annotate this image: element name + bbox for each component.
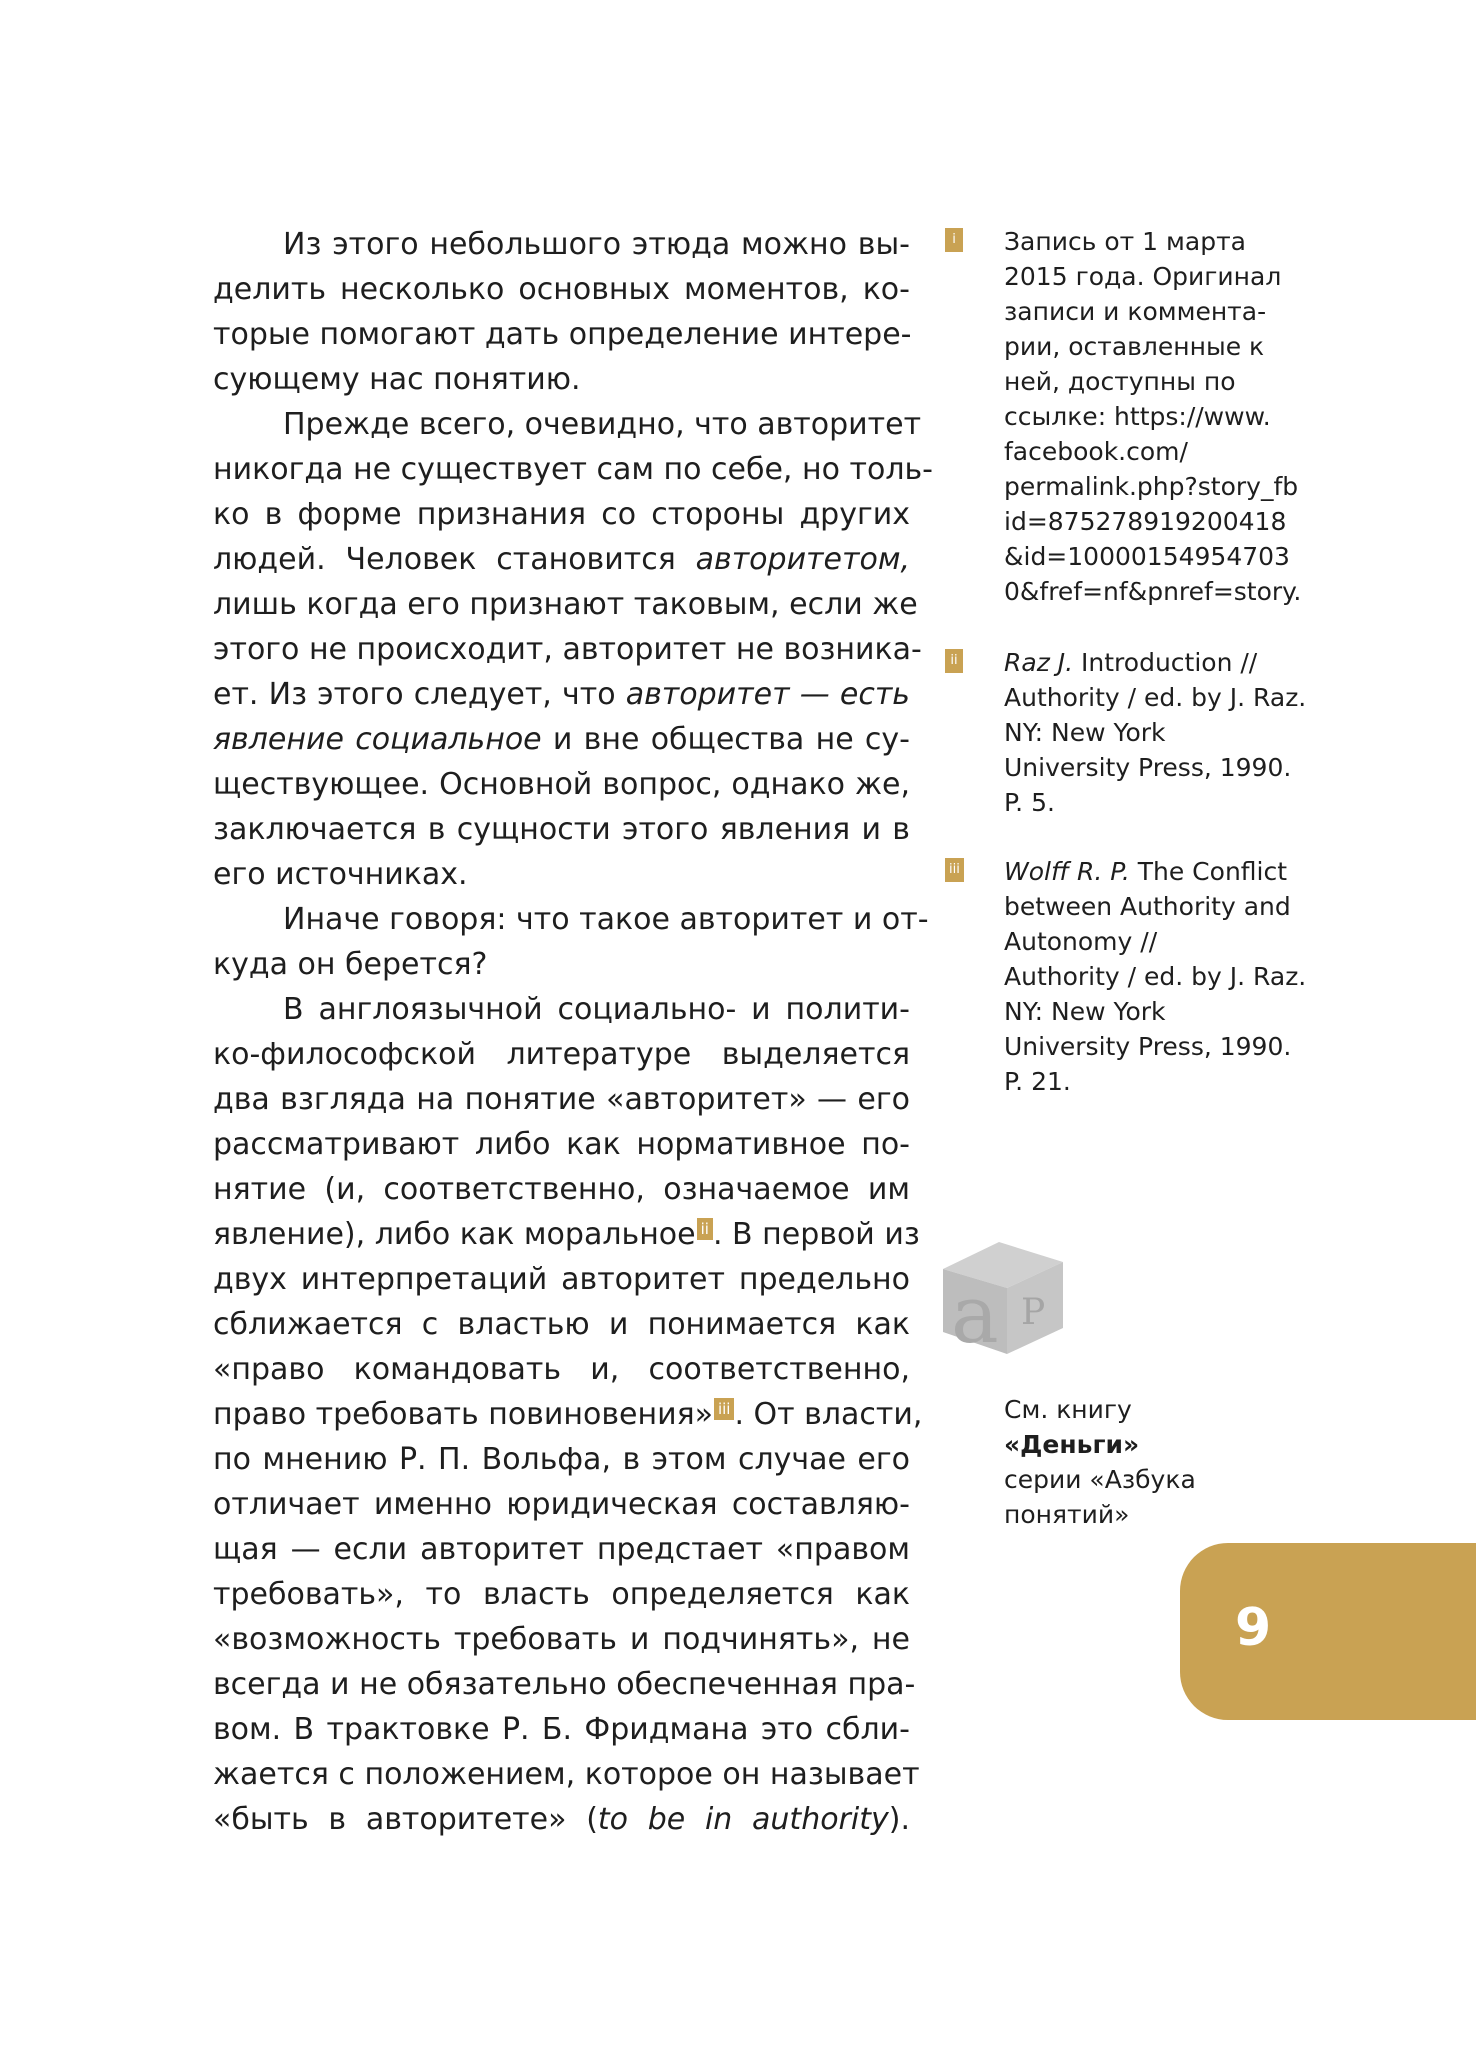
text-line xyxy=(213,672,910,717)
text-line xyxy=(213,897,929,942)
text-line xyxy=(213,222,910,267)
text-segment: Из этого небольшого этюда можно вы- xyxy=(283,227,910,262)
footnote-ii xyxy=(945,645,1345,820)
text-segment: куда он берется? xyxy=(213,947,488,982)
italic-text: to be in authority xyxy=(597,1802,889,1837)
text-segment: «возможность требовать и подчинять», не xyxy=(213,1622,910,1657)
text-line xyxy=(213,717,910,762)
text-segment: NY: New York xyxy=(1004,997,1166,1026)
caption-line: серии «Азбука xyxy=(1004,1465,1196,1494)
text-line xyxy=(213,357,910,402)
text-line xyxy=(213,1662,916,1707)
text-segment: делить несколько основных моментов, ко- xyxy=(213,272,910,307)
text-line xyxy=(213,1032,910,1077)
text-segment: Запись от 1 марта xyxy=(1004,227,1246,256)
text-segment: ко в форме признания со стороны других xyxy=(213,497,910,532)
italic-text: Raz J. xyxy=(1004,648,1074,677)
text-segment: людей. Человек становится xyxy=(213,542,696,577)
footnote-line xyxy=(1004,924,1345,959)
italic-text: явление социальное xyxy=(213,722,542,757)
caption-line: См. книгу xyxy=(1004,1395,1132,1424)
text-segment: ). xyxy=(888,1802,910,1837)
see-also-caption xyxy=(1004,1392,1196,1532)
footnote-ref[interactable]: iii xyxy=(714,1398,735,1420)
footnote-marker: ii xyxy=(945,649,963,673)
caption-book-title[interactable] xyxy=(1004,1427,1196,1462)
text-segment: Иначе говоря: что такое авторитет и от- xyxy=(283,902,929,937)
footnote-line xyxy=(1004,504,1345,539)
text-line xyxy=(213,1797,910,1842)
svg-text:a: a xyxy=(951,1268,999,1354)
text-segment: Authority / ed. by J. Raz. xyxy=(1004,962,1307,991)
text-line xyxy=(213,1167,910,1212)
footnote-marker: iii xyxy=(945,858,964,882)
text-segment: сближается с властью и понимается как xyxy=(213,1307,910,1342)
footnote-line xyxy=(1004,994,1345,1029)
footnote-line xyxy=(1004,959,1345,994)
text-segment: никогда не существует сам по себе, но толь- xyxy=(213,452,933,487)
text-segment: Authority / ed. by J. Raz. xyxy=(1004,683,1307,712)
text-segment: по мнению Р. П. Вольфа, в этом случае его xyxy=(213,1442,910,1477)
text-line xyxy=(213,1257,910,1302)
footnote-line xyxy=(1004,259,1345,294)
text-segment: и вне общества не су- xyxy=(541,722,910,757)
text-line xyxy=(213,852,910,897)
text-segment: заключается в сущности этого явления и в xyxy=(213,812,910,847)
text-segment: требовать», то власть определяется как xyxy=(213,1577,910,1612)
text-segment: жается с положением, которое он называет xyxy=(213,1757,920,1792)
text-segment: ней, доступны по xyxy=(1004,367,1236,396)
text-segment: рассматривают либо как нормативное по- xyxy=(213,1127,910,1162)
italic-text: Wolff R. P. xyxy=(1004,857,1130,886)
text-segment: facebook.com/ xyxy=(1004,437,1188,466)
text-line xyxy=(213,1482,910,1527)
text-segment: два взгляда на понятие «авторитет» — его xyxy=(213,1082,910,1117)
text-line xyxy=(213,1617,910,1662)
text-segment: between Authority and xyxy=(1004,892,1291,921)
text-segment: рии, оставленные к xyxy=(1004,332,1265,361)
text-line xyxy=(213,942,910,987)
text-segment: University Press, 1990. xyxy=(1004,753,1292,782)
text-segment: записи и коммента- xyxy=(1004,297,1267,326)
text-line xyxy=(213,402,922,447)
text-segment: его источниках. xyxy=(213,857,468,892)
text-segment: всегда и не обязательно обеспеченная пра- xyxy=(213,1667,916,1702)
text-segment: ссылке: https://www. xyxy=(1004,402,1271,431)
footnote-line xyxy=(1004,1029,1345,1064)
italic-text: авторитет — есть xyxy=(625,677,910,712)
series-logo-cube-icon xyxy=(943,1242,1063,1354)
footnote-line xyxy=(1004,539,1345,574)
text-segment: отличает именно юридическая составляю- xyxy=(213,1487,910,1522)
text-line xyxy=(213,807,910,852)
text-segment: ществующее. Основной вопрос, однако же, xyxy=(213,767,910,802)
text-segment: нятие (и, соответственно, означаемое им xyxy=(213,1172,910,1207)
text-line xyxy=(213,1302,910,1347)
text-segment: ко-философской литературе выделяется xyxy=(213,1037,910,1072)
footnote-iii xyxy=(945,854,1345,1099)
text-line xyxy=(213,537,910,582)
footnote-line xyxy=(1004,715,1345,750)
footnote-line xyxy=(1004,645,1345,680)
italic-text: авторитетом, xyxy=(695,542,910,577)
text-line xyxy=(213,582,918,627)
text-segment: P. 21. xyxy=(1004,1067,1071,1096)
footnote-line xyxy=(1004,434,1345,469)
footnote-line xyxy=(1004,364,1345,399)
text-line xyxy=(213,1707,910,1752)
footnote-line xyxy=(1004,854,1345,889)
text-segment: «право командовать и, соответственно, xyxy=(213,1352,910,1387)
text-line xyxy=(213,987,910,1032)
footnote-line xyxy=(1004,329,1345,364)
text-segment: В англоязычной социально- и полити- xyxy=(283,992,910,1027)
text-line xyxy=(213,1392,923,1437)
text-segment: id=875278919200418 xyxy=(1004,507,1287,536)
text-line xyxy=(213,1527,910,1572)
text-segment: University Press, 1990. xyxy=(1004,1032,1292,1061)
text-segment: P. 5. xyxy=(1004,788,1055,817)
footnote-i xyxy=(945,224,1345,609)
footnote-line xyxy=(1004,785,1345,820)
text-line xyxy=(213,1572,910,1617)
page-number-tab xyxy=(1180,1543,1476,1720)
footnote-ref[interactable]: ii xyxy=(697,1218,713,1240)
text-line xyxy=(213,1212,920,1257)
text-segment: «быть в авторитете» ( xyxy=(213,1802,598,1837)
footnote-line xyxy=(1004,750,1345,785)
svg-text:P: P xyxy=(1021,1292,1046,1333)
text-segment: щая — если авторитет предстает «правом xyxy=(213,1532,910,1567)
footnote-marker: i xyxy=(945,228,963,252)
text-segment: Прежде всего, очевидно, что авторитет xyxy=(283,407,922,442)
text-line xyxy=(213,1347,910,1392)
text-line xyxy=(213,1077,910,1122)
footnote-line xyxy=(1004,399,1345,434)
text-line xyxy=(213,312,910,357)
footnote-line xyxy=(1004,224,1345,259)
text-segment: &id=10000154954703 xyxy=(1004,542,1290,571)
text-line xyxy=(213,492,910,537)
text-segment: The Conflict xyxy=(1129,857,1288,886)
footnote-line xyxy=(1004,680,1345,715)
text-segment: двух интерпретаций авторитет предельно xyxy=(213,1262,910,1297)
text-segment: NY: New York xyxy=(1004,718,1166,747)
text-segment: 2015 года. Оригинал xyxy=(1004,262,1282,291)
text-line xyxy=(213,267,910,312)
footnote-line xyxy=(1004,469,1345,504)
text-segment: permalink.php?story_fb xyxy=(1004,472,1299,501)
footnote-line xyxy=(1004,294,1345,329)
text-line xyxy=(213,1752,920,1797)
text-segment: лишь когда его признают таковым, если же xyxy=(213,587,918,622)
text-segment: ет. Из этого следует, что xyxy=(213,677,626,712)
page-number: 9 xyxy=(1235,1598,1272,1658)
text-segment: вом. В трактовке Р. Б. Фридмана это сбли- xyxy=(213,1712,910,1747)
text-segment: . От власти, xyxy=(734,1397,923,1432)
text-segment: . В первой из xyxy=(712,1217,920,1252)
text-segment: явление), либо как моральное xyxy=(213,1217,696,1252)
caption-line: понятий» xyxy=(1004,1500,1130,1529)
text-segment: этого не происходит, авторитет не возника- xyxy=(213,632,922,667)
text-segment: Introduction // xyxy=(1073,648,1258,677)
text-line xyxy=(213,627,922,672)
footnote-line xyxy=(1004,1064,1345,1099)
text-segment: 0&fref=nf&pnref=story. xyxy=(1004,577,1302,606)
text-segment: торые помогают дать определение интере- xyxy=(213,317,912,352)
footnote-line xyxy=(1004,574,1345,609)
text-segment: право требовать повиновения» xyxy=(213,1397,713,1432)
text-line xyxy=(213,1437,910,1482)
text-segment: сующему нас понятию. xyxy=(213,362,581,397)
text-line xyxy=(213,1122,910,1167)
text-line xyxy=(213,762,910,807)
book-title[interactable]: «Деньги» xyxy=(1004,1430,1140,1459)
text-line xyxy=(213,447,933,492)
text-segment: Autonomy // xyxy=(1004,927,1158,956)
main-text-column xyxy=(213,222,933,1842)
footnote-line xyxy=(1004,889,1345,924)
